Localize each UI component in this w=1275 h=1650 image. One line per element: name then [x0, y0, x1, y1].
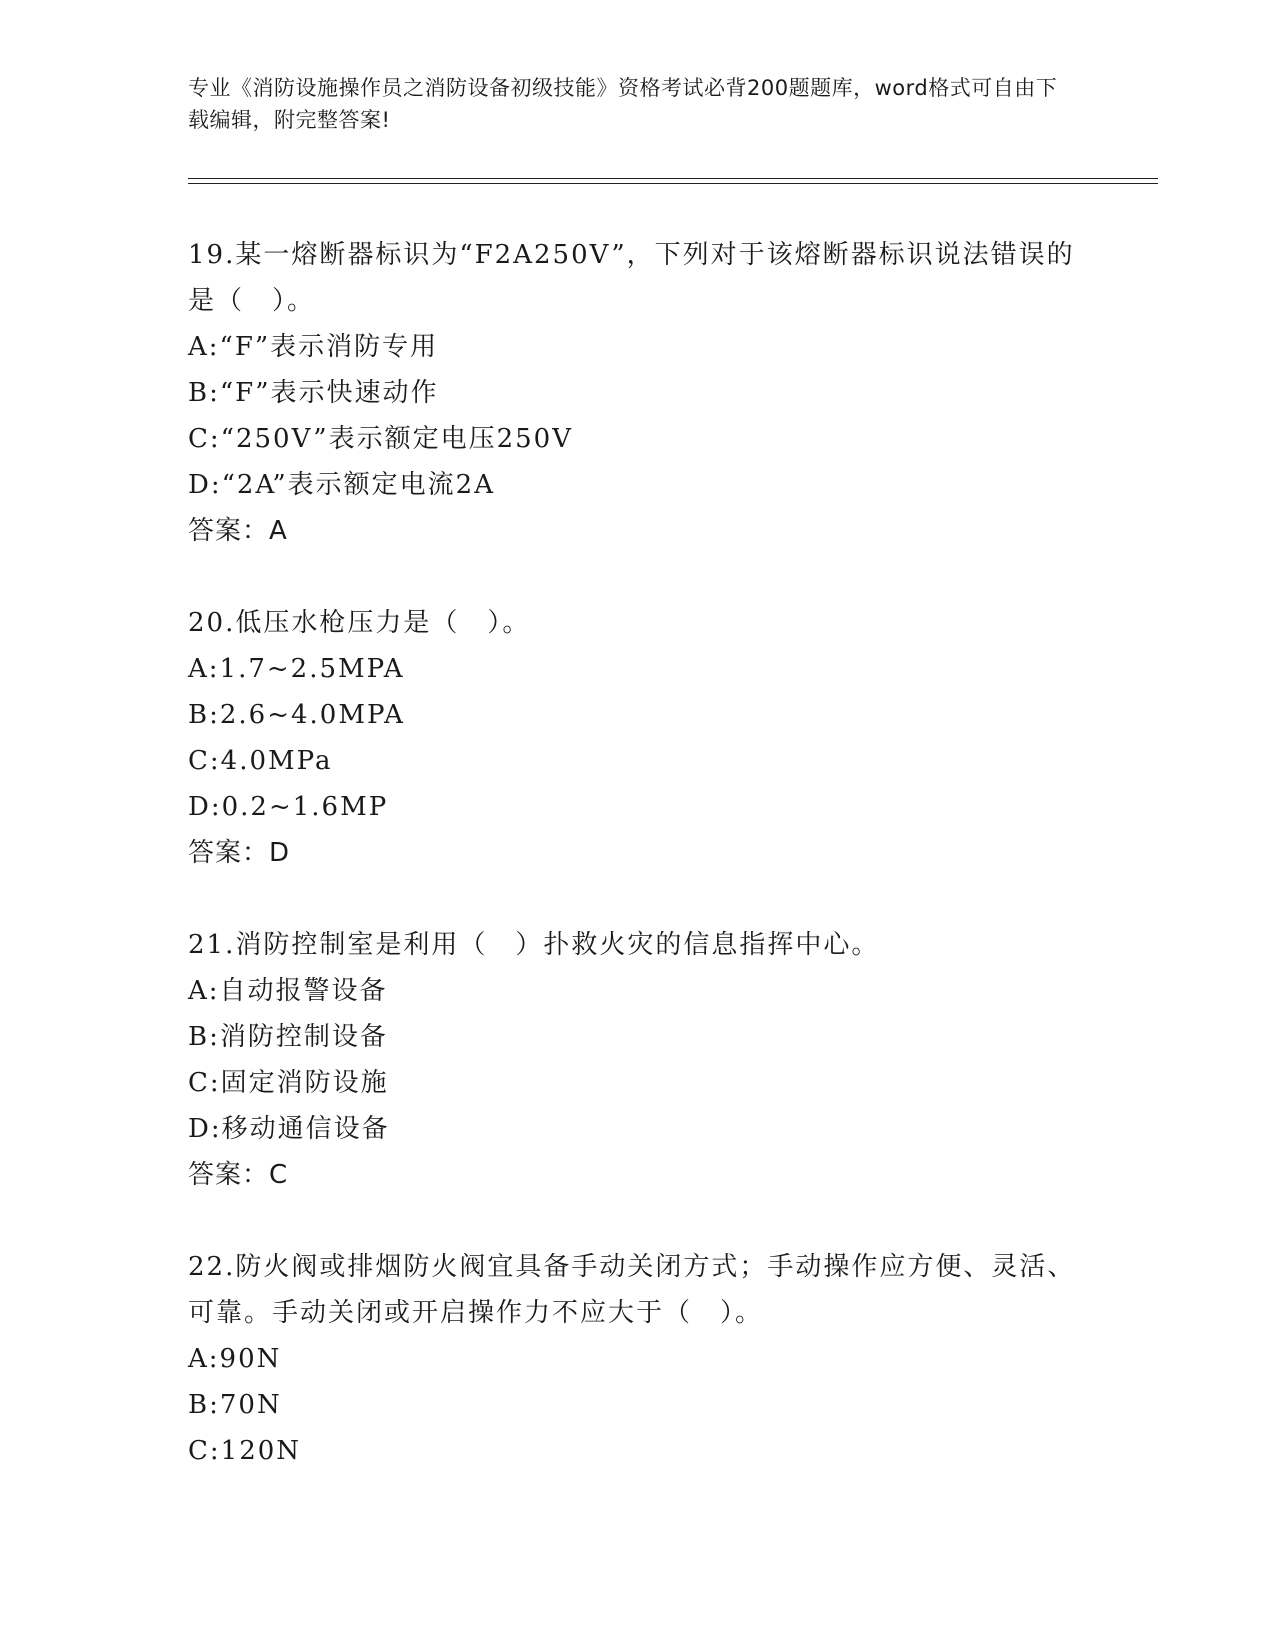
option-b: B:70N — [188, 1390, 282, 1420]
option-a: A:自动报警设备 — [188, 976, 388, 1006]
question-stem: 21.消防控制室是利用（ ）扑救火灾的信息指挥中心。 — [188, 930, 880, 960]
option-a: A:1.7~2.5MPA — [188, 654, 405, 684]
question-stem: 19.某一熔断器标识为“F2A250V”，下列对于该熔断器标识说法错误的是（ ）。 — [188, 240, 1075, 316]
option-c: C:“250V”表示额定电压250V — [188, 424, 573, 454]
document-header: 专业《消防设施操作员之消防设备初级技能》资格考试必背200题题库，word格式可自由下载编辑，附完整答案! — [188, 76, 1058, 132]
option-a: A:90N — [188, 1344, 282, 1374]
header-divider-bottom — [188, 183, 1158, 184]
option-c: C:固定消防设施 — [188, 1068, 389, 1098]
option-b: B:消防控制设备 — [188, 1022, 388, 1052]
answer: 答案：C — [188, 1160, 289, 1190]
question-19 — [188, 232, 1088, 554]
option-c: C:120N — [188, 1436, 302, 1466]
question-20 — [188, 600, 1088, 876]
option-d: D:“2A”表示额定电流2A — [188, 470, 496, 500]
question-21 — [188, 922, 1088, 1198]
option-c: C:4.0MPa — [188, 746, 333, 776]
option-a: A:“F”表示消防专用 — [188, 332, 439, 362]
option-d: D:移动通信设备 — [188, 1114, 390, 1144]
header-divider-top — [188, 178, 1158, 179]
option-b: B:2.6~4.0MPA — [188, 700, 405, 730]
question-stem: 20.低压水枪压力是（ ）。 — [188, 608, 531, 638]
question-stem: 22.防火阀或排烟防火阀宜具备手动关闭方式；手动操作应方便、灵活、可靠。手动关闭或开启操作力不应大于（ ）。 — [188, 1252, 1076, 1328]
option-b: B:“F”表示快速动作 — [188, 378, 439, 408]
answer: 答案：A — [188, 516, 288, 546]
question-22 — [188, 1244, 1088, 1474]
question-list — [188, 232, 1088, 1520]
answer: 答案：D — [188, 838, 291, 868]
option-d: D:0.2~1.6MP — [188, 792, 389, 822]
